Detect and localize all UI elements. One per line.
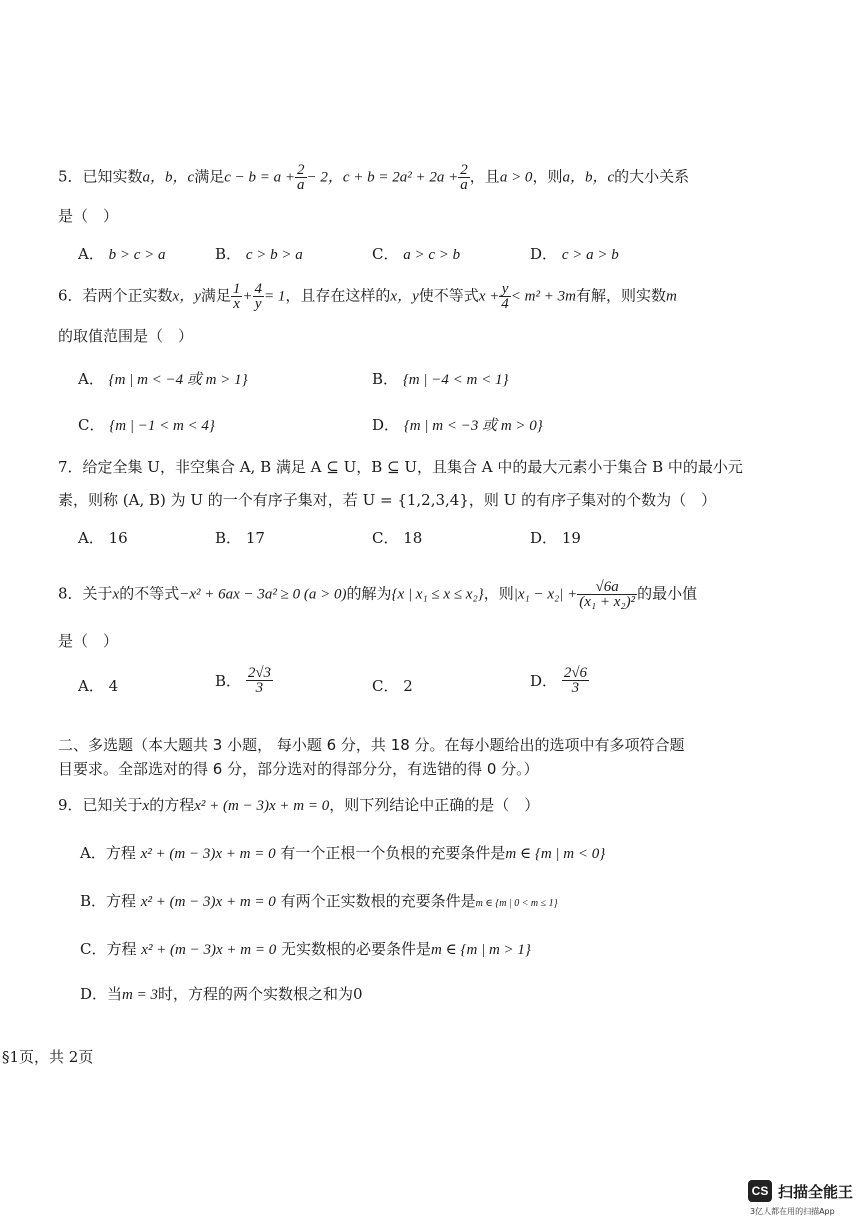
q9-option-d <box>80 983 363 1004</box>
option-text: c > a > b <box>561 247 619 263</box>
q6-option-a <box>78 368 248 389</box>
frac-den: a <box>460 177 468 193</box>
q6-vars: x，y <box>172 288 201 305</box>
camscanner-logo-icon: CS <box>748 1180 772 1202</box>
frac-num: 1 <box>232 281 241 297</box>
q6-frac3 <box>499 282 511 311</box>
q5-vars: a，b，c <box>142 169 195 186</box>
option-text: 有一个正根一个负根的充要条件是 <box>280 844 506 862</box>
q6-line2: 的取值范围是（ ） <box>58 327 194 345</box>
q9-text: ，则下列结论中正确的是（ ） <box>329 796 540 814</box>
frac-num: 2 <box>297 162 305 178</box>
option-text: 18 <box>403 529 423 547</box>
option-text: 16 <box>108 529 128 547</box>
option-text: a > c > b <box>403 247 461 263</box>
option-label: A． <box>78 529 104 547</box>
frac-num: 4 <box>254 281 263 297</box>
option-text: 有两个正实数根的充要条件是 <box>280 892 476 910</box>
watermark-name: 扫描全能王 <box>778 1183 854 1201</box>
q5-eq1: c − b = a + <box>224 169 296 186</box>
option-label: C． <box>372 529 399 547</box>
q7-option-d <box>530 527 581 548</box>
q6-ineq: < m² + 3m <box>510 288 576 305</box>
q6-text: 使不等式 <box>418 286 479 305</box>
q6-text: ，且存在这样的 <box>285 286 391 305</box>
q5-eq1-right: − 2， <box>306 169 343 186</box>
page-footer: §1页，共 2页 <box>2 1048 94 1066</box>
q5-text: ，且 <box>469 167 500 186</box>
option-label: D． <box>372 416 400 434</box>
q9-text: 9．已知关于 <box>58 796 143 814</box>
frac-den: 3 <box>255 680 264 696</box>
q6-plus: + <box>242 288 253 305</box>
q6-option-b <box>372 368 508 389</box>
q8-frac <box>577 580 637 609</box>
option-text: b > c > a <box>108 247 166 263</box>
q7-line2: 素，则称 (A, B) 为 U 的一个有序子集对，若 U = {1,2,3,4}，则 U 的有序子集对的个数为（ ） <box>58 491 717 509</box>
option-label: A． <box>78 370 104 388</box>
option-text: c > b > a <box>245 247 303 263</box>
option-text: {m | m < −3 或 m > 0} <box>403 418 543 434</box>
section2-line2: 目要求。全部选对的得 6 分，部分选对的得部分分，有选错的得 0 分。） <box>58 760 539 778</box>
option-label: B． <box>215 672 242 690</box>
watermark-tagline: 3亿人都在用的扫描App <box>750 1207 835 1216</box>
q8-var: x <box>112 586 120 603</box>
frac-num: y <box>499 282 511 297</box>
frac-num: 2 <box>460 162 468 178</box>
option-label: C． <box>78 416 105 434</box>
q5-frac2 <box>458 163 470 192</box>
q9-eq: x² + (m − 3)x + m = 0 <box>194 798 330 814</box>
option-label: A． <box>80 844 106 862</box>
q9-var: x <box>142 798 150 814</box>
q6-frac1 <box>231 282 243 311</box>
q6-eq: = 1 <box>264 288 286 305</box>
option-label: B． <box>215 529 242 547</box>
q8-text: 的解为 <box>346 584 392 603</box>
q5-option-b <box>215 243 303 264</box>
q7-line1: 7．给定全集 U，非空集合 A, B 满足 A ⊆ U，B ⊆ U，且集合 A 中的最大元素小于集合 B 中的最小元 <box>58 458 743 476</box>
q6-text: 6．若两个正实数 <box>58 286 173 305</box>
q5-text: 5．已知实数 <box>58 167 143 186</box>
frac-den: 4 <box>501 296 509 312</box>
q6-line1 <box>58 282 677 311</box>
q6-text: 有解，则实数 <box>575 286 666 305</box>
option-text: {m | m < −4 或 m > 1} <box>108 372 248 388</box>
option-label: A． <box>78 677 104 695</box>
q8-ineq: −x² + 6ax − 3a² ≥ 0 (a > 0) <box>179 586 347 603</box>
q6-option-d <box>372 414 543 435</box>
q9-option-b <box>80 890 558 911</box>
q5-eq2: c + b = 2a² + 2a + <box>342 169 459 186</box>
q5-option-d <box>530 243 619 264</box>
camscanner-watermark <box>748 1180 860 1218</box>
option-pre: 方程 <box>106 892 137 910</box>
option-label: A． <box>78 245 104 263</box>
q5-text: ，则 <box>532 167 563 186</box>
q5-line1 <box>58 163 689 192</box>
option-cond: m ∈ {m | m < 0} <box>505 846 606 862</box>
q5-option-a <box>78 243 166 264</box>
option-cond: m ∈ {m | m > 1} <box>431 942 531 958</box>
option-cond: 0 <box>353 985 363 1003</box>
q8-expr: |x₁ − x₂| + <box>513 586 578 603</box>
q6-ineq: x + <box>478 288 500 305</box>
q6-text: 满足 <box>200 286 231 305</box>
option-text: 17 <box>245 529 265 547</box>
option-frac <box>562 666 589 695</box>
q8-text: ，则 <box>483 584 514 603</box>
section2-line1: 二、多选题（本大题共 3 小题， 每小题 6 分，共 18 分。在每小题给出的选项中有多项符合题 <box>58 736 685 754</box>
option-cond: m ∈ {m | 0 < m ≤ 1} <box>475 898 558 909</box>
q9-text: 的方程 <box>149 796 195 814</box>
q6-var: m <box>665 288 677 305</box>
option-text: 2 <box>403 677 413 695</box>
frac-num: 2√6 <box>563 665 588 681</box>
option-label: B． <box>80 892 107 910</box>
option-text: 无实数根的必要条件是 <box>281 940 432 958</box>
option-label: C． <box>80 940 107 958</box>
q6-frac2 <box>253 282 265 311</box>
option-text: {m | −4 < m < 1} <box>402 372 509 388</box>
q9-option-c <box>80 938 531 959</box>
option-text: {m | −1 < m < 4} <box>109 418 215 434</box>
option-label: D． <box>530 529 558 547</box>
option-pre: 方程 <box>106 940 137 958</box>
q5-vars: a，b，c <box>562 169 615 186</box>
option-label: C． <box>372 245 399 263</box>
q8-option-b <box>215 666 273 695</box>
option-label: D． <box>530 245 558 263</box>
q8-text: 8．关于 <box>58 584 113 603</box>
frac-den: a <box>297 177 305 193</box>
option-label: D． <box>530 672 558 690</box>
option-text: 4 <box>108 677 119 695</box>
option-text: 19 <box>561 529 581 547</box>
frac-den: y <box>254 296 262 312</box>
q5-frac1 <box>295 163 307 192</box>
option-eq: x² + (m − 3)x + m = 0 <box>140 846 276 862</box>
q7-option-c <box>372 527 422 548</box>
q6-vars: x，y <box>390 288 419 305</box>
q8-text: 的最小值 <box>637 584 698 603</box>
q8-line2: 是（ ） <box>58 632 119 650</box>
q8-text: 的不等式 <box>119 584 180 603</box>
option-eq: x² + (m − 3)x + m = 0 <box>141 942 277 958</box>
q5-text: 的大小关系 <box>614 167 690 186</box>
frac-den: 3 <box>571 680 580 696</box>
option-label: B． <box>215 245 242 263</box>
q8-line1 <box>58 580 697 609</box>
q8-option-a <box>78 675 118 696</box>
q5-cond: a > 0 <box>499 169 533 186</box>
q6-option-c <box>78 414 215 435</box>
option-pre: 方程 <box>105 844 136 862</box>
frac-den: (x₁ + x₂)² <box>579 594 636 610</box>
option-frac <box>246 666 273 695</box>
q7-option-a <box>78 527 128 548</box>
option-eq: x² + (m − 3)x + m = 0 <box>140 894 276 910</box>
option-label: D． <box>80 985 108 1003</box>
option-label: C． <box>372 677 399 695</box>
frac-num: 2√3 <box>247 665 272 681</box>
q8-set: {x | x₁ ≤ x ≤ x₂} <box>391 586 484 603</box>
q9-line1 <box>58 795 539 816</box>
option-text: 时，方程的两个实数根之和为 <box>158 985 354 1003</box>
q9-option-a <box>80 842 605 863</box>
option-pre: 当 <box>107 985 123 1003</box>
frac-den: x <box>233 296 240 312</box>
q5-line2: 是（ ） <box>58 207 119 225</box>
q8-option-c <box>372 675 413 696</box>
option-eq: m = 3 <box>122 987 159 1003</box>
frac-num: √6a <box>577 580 637 595</box>
q7-option-b <box>215 527 265 548</box>
q5-option-c <box>372 243 460 264</box>
q5-text: 满足 <box>194 167 225 186</box>
q8-option-d <box>530 666 589 695</box>
option-label: B． <box>372 370 399 388</box>
